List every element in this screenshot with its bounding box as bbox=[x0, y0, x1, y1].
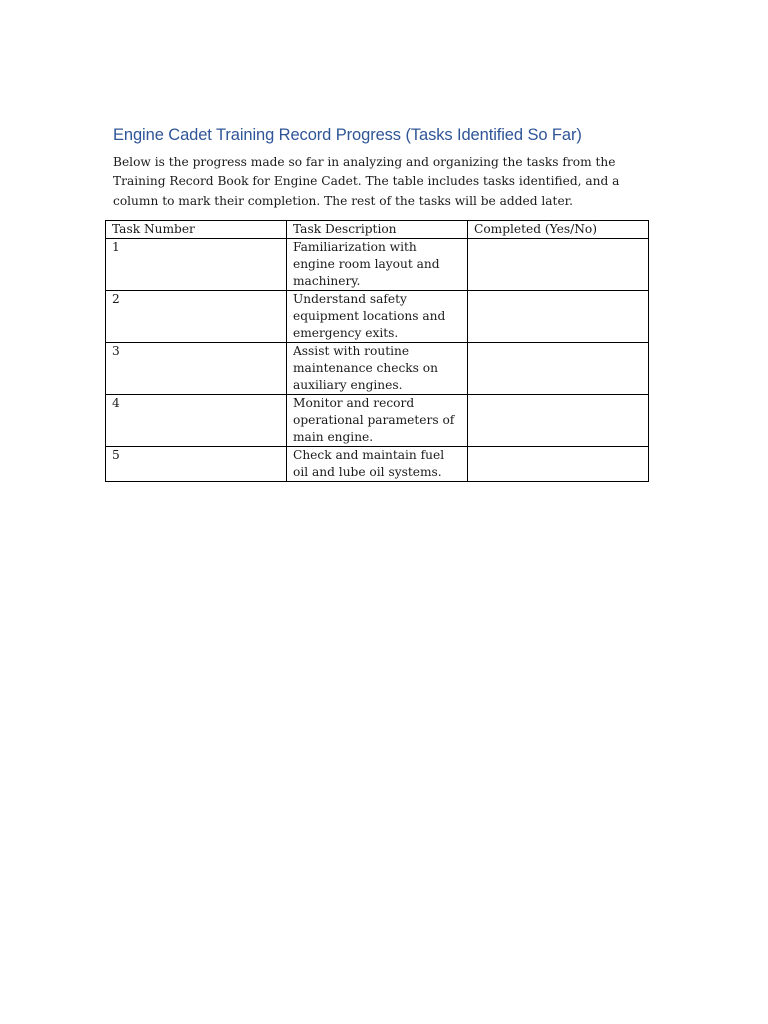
task-description-cell: Understand safety equipment locations and emergency exits. bbox=[287, 291, 468, 343]
task-description-cell: Check and maintain fuel oil and lube oil systems. bbox=[287, 447, 468, 482]
table-row bbox=[106, 291, 649, 343]
task-number-cell: 2 bbox=[106, 291, 287, 343]
table-row bbox=[106, 395, 649, 447]
task-number-cell: 1 bbox=[106, 239, 287, 291]
header-completed: Completed (Yes/No) bbox=[468, 221, 649, 239]
completed-cell[interactable] bbox=[468, 343, 649, 395]
completed-cell[interactable] bbox=[468, 447, 649, 482]
completed-cell[interactable] bbox=[468, 239, 649, 291]
header-task-number: Task Number bbox=[106, 221, 287, 239]
tasks-table bbox=[105, 220, 649, 482]
task-number-cell: 4 bbox=[106, 395, 287, 447]
page-title: Engine Cadet Training Record Progress (Tasks Identified So Far) bbox=[113, 126, 582, 144]
completed-cell[interactable] bbox=[468, 291, 649, 343]
table-row bbox=[106, 343, 649, 395]
table-row bbox=[106, 239, 649, 291]
table-header-row bbox=[106, 221, 649, 239]
task-description-cell: Familiarization with engine room layout and machinery. bbox=[287, 239, 468, 291]
intro-paragraph: Below is the progress made so far in analyzing and organizing the tasks from the Training Record Book for Engine Cadet. The table includes tasks identified, and a column to mark their completion. The rest of the tasks will be added later. bbox=[113, 155, 620, 208]
task-description-cell: Monitor and record operational parameters of main engine. bbox=[287, 395, 468, 447]
table-row bbox=[106, 447, 649, 482]
task-number-cell: 5 bbox=[106, 447, 287, 482]
task-number-cell: 3 bbox=[106, 343, 287, 395]
document-page bbox=[113, 124, 653, 211]
header-task-description: Task Description bbox=[287, 221, 468, 239]
task-description-cell: Assist with routine maintenance checks on auxiliary engines. bbox=[287, 343, 468, 395]
completed-cell[interactable] bbox=[468, 395, 649, 447]
